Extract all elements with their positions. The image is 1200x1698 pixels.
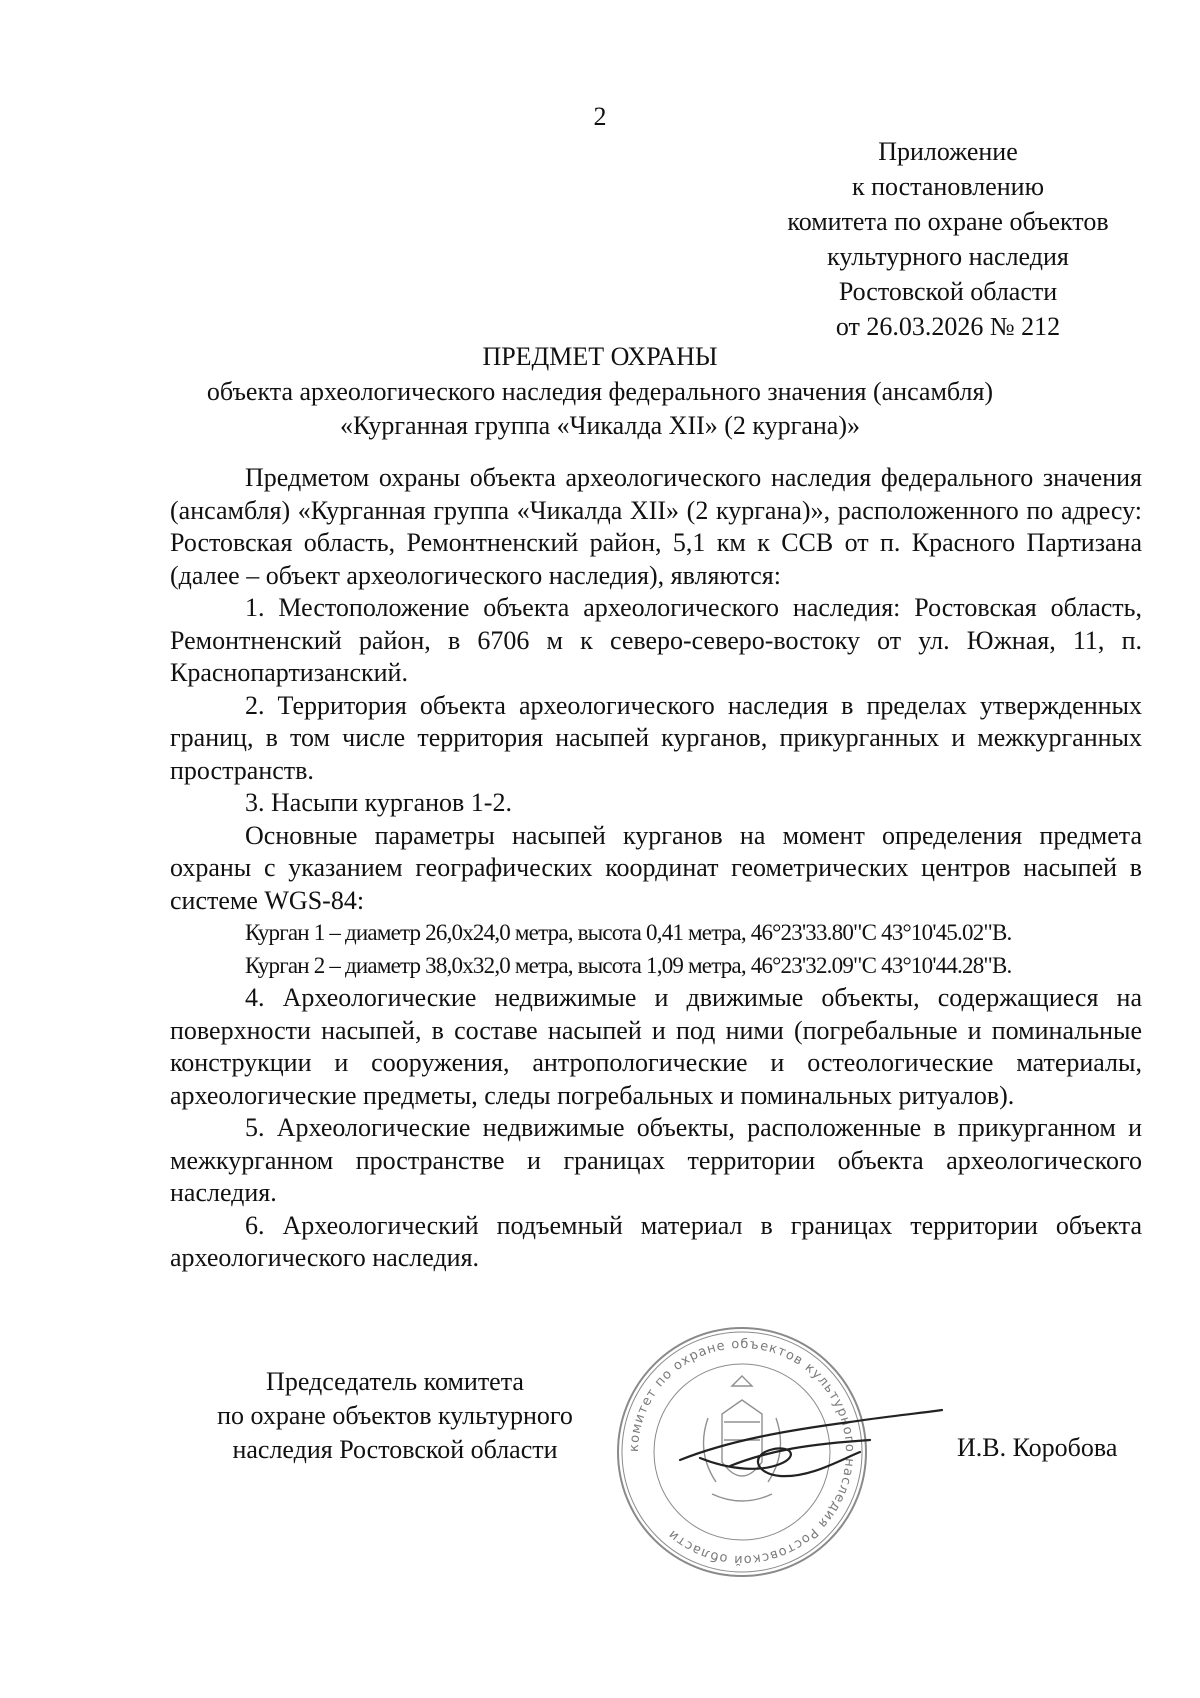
item-5-objects: 5. Археологические недвижимые объекты, расположенные в прикурганном и межкурганном пространстве и границах территории объекта археологического наследия. — [170, 1113, 1142, 1207]
seal-text: комитет по охране объектов культурного наследия Ростовской области — [626, 1336, 858, 1568]
appendix-block — [758, 134, 1138, 344]
signatory-position — [190, 1365, 600, 1467]
kurgan-1-params: Курган 1 – диаметр 26,0х24,0 метра, высота 0,41 метра, 46°23'33.80"С 43°10'45.02"В. — [245, 920, 1012, 945]
item-6-material: 6. Археологический подъемный материал в границах территории объекта археологического наследия. — [170, 1210, 1142, 1272]
document-subtitle-object: «Курганная группа «Чикалда XII» (2 кургана)» — [340, 411, 860, 440]
appendix-line-3: комитета по охране объектов — [787, 207, 1109, 236]
params-paragraph: Основные параметры насыпей курганов на момент определения предмета охраны с указанием географических координат геометрических центров насыпей в системе WGS-84: — [170, 820, 1142, 915]
signatory-position-line-2: по охране объектов культурного — [217, 1401, 573, 1430]
kurgan-2-params: Курган 2 – диаметр 38,0х32,0 метра, высота 1,09 метра, 46°23'32.09"С 43°10'44.28"В. — [245, 952, 1012, 978]
item-3-mounds: 3. Насыпи курганов 1-2. — [245, 788, 512, 817]
signatory-position-line-1: Председатель комитета — [266, 1367, 524, 1396]
signatory-position-line-3: наследия Ростовской области — [232, 1435, 558, 1464]
appendix-line-2: к постановлению — [851, 172, 1045, 201]
item-4-objects: 4. Археологические недвижимые и движимые объекты, содержащиеся на поверхности насыпей, в составе насыпей и под ними (погребальные и поминальные конструкции и сооружения, антропологические и остеологические материалы, археологические предметы, следы погребальных и поминальных ритуалов). — [170, 983, 1142, 1110]
appendix-line-4: культурного наследия — [827, 242, 1069, 271]
signatory-name: И.В. Коробова — [957, 1433, 1118, 1462]
document-body — [170, 462, 1142, 1275]
appendix-line-5: Ростовской области — [838, 277, 1058, 306]
appendix-line-1: Приложение — [878, 137, 1018, 166]
document-subtitle: объекта археологического наследия федерального значения (ансамбля) — [206, 377, 994, 406]
item-1-location: 1. Местоположение объекта археологического наследия: Ростовская область, Ремонтненский район, в 6706 м к северо-северо-востоку от ул. Южная, 11, п. Краснопартизанский. — [170, 593, 1142, 687]
item-2-territory: 2. Территория объекта археологического наследия в пределах утвержденных границ, в том числе территория насыпей курганов, прикурганных и межкурганных пространств. — [170, 690, 1142, 785]
page-number: 2 — [593, 102, 607, 131]
document-title: ПРЕДМЕТ ОХРАНЫ — [482, 342, 718, 371]
intro-paragraph: Предметом охраны объекта археологического наследия федерального значения (ансамбля) «Курганная группа «Чикалда XII» (2 кургана)», расположенного по адресу: Ростовская область, Ремонтненский район, 5,1 км к ССВ от п. Красного Партизана (далее – объект археологического наследия), являются: — [170, 463, 1142, 590]
appendix-line-6: от 26.03.2026 № 212 — [835, 312, 1061, 341]
handwritten-signature-icon — [670, 1400, 950, 1490]
